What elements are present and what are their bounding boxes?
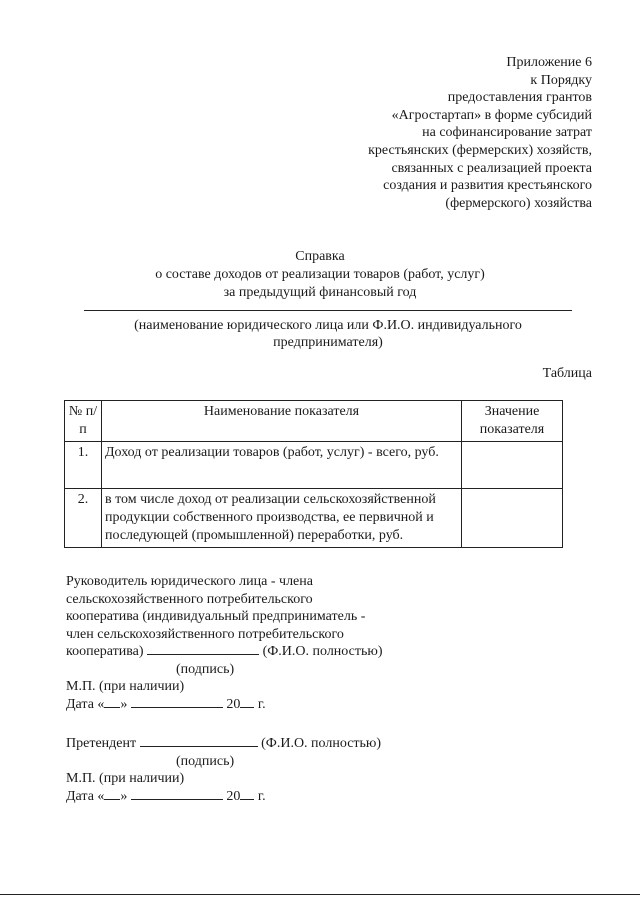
applicant-label: Претендент <box>66 736 137 751</box>
applicant-signature-line <box>66 735 382 753</box>
date-month-field[interactable] <box>131 799 223 800</box>
row-value-cell[interactable] <box>462 442 563 489</box>
appendix-header <box>368 54 592 212</box>
date-line <box>66 696 382 714</box>
caption-line: (наименование юридического лица или Ф.И.О. индивидуального <box>134 318 522 333</box>
date-suffix: г. <box>257 788 266 804</box>
signature-caption: (подпись) <box>176 661 235 677</box>
entity-name-line[interactable] <box>84 310 572 311</box>
date-mid: » <box>120 788 128 804</box>
row-value-cell[interactable] <box>462 489 563 548</box>
document-title <box>0 248 640 302</box>
entity-name-caption <box>84 317 572 351</box>
appendix-line: крестьянских (фермерских) хозяйств, <box>368 142 592 158</box>
date-prefix: Дата « <box>66 788 105 804</box>
row-number: 1. <box>65 442 102 489</box>
table-row <box>65 442 563 489</box>
date-prefix: Дата « <box>66 696 105 712</box>
date-day-field[interactable] <box>104 799 120 800</box>
applicant-signature-field[interactable] <box>140 746 258 747</box>
row-indicator: в том числе доход от реализации сельскохозяйственной продукции собственного производства, ее первичной и последующей (промышленной) переработки, руб. <box>102 489 462 548</box>
title-line: о составе доходов от реализации товаров (работ, услуг) <box>155 267 485 282</box>
appendix-line: на софинансирование затрат <box>422 125 592 141</box>
appendix-line: Приложение 6 <box>506 55 592 70</box>
header-number: № п/п <box>65 401 102 442</box>
head-label-line: член сельскохозяйственного потребительского <box>66 626 344 642</box>
date-year-field[interactable] <box>240 707 254 708</box>
table-row <box>65 489 563 548</box>
appendix-line: связанных с реализацией проекта <box>391 160 592 176</box>
signature-field[interactable] <box>147 654 259 655</box>
appendix-line: «Агростартап» в форме субсидий <box>391 107 592 123</box>
signature-section <box>66 573 382 805</box>
title-line: Справка <box>295 249 345 264</box>
appendix-line: предоставления грантов <box>447 90 592 106</box>
head-label-last: кооператива) <box>66 644 144 659</box>
signature-caption: (подпись) <box>176 753 235 769</box>
table-label: Таблица <box>542 366 592 381</box>
head-label-line: Руководитель юридического лица - члена <box>66 574 313 589</box>
date-suffix: г. <box>257 696 266 712</box>
table-header-row <box>65 401 563 442</box>
date-year-field[interactable] <box>240 799 254 800</box>
full-name-label: (Ф.И.О. полностью) <box>262 644 383 659</box>
header-indicator: Наименование показателя <box>102 401 462 442</box>
caption-line: предпринимателя) <box>273 335 383 350</box>
date-line <box>66 788 382 806</box>
date-month-field[interactable] <box>131 707 223 708</box>
indicators-table <box>64 400 563 548</box>
row-indicator: Доход от реализации товаров (работ, услуг) - всего, руб. <box>102 442 462 489</box>
stamp-label: М.П. (при наличии) <box>66 771 185 786</box>
date-day-field[interactable] <box>104 707 120 708</box>
appendix-line: (фермерского) хозяйства <box>445 195 592 211</box>
date-year: 20 <box>226 696 241 712</box>
date-mid: » <box>120 696 128 712</box>
page-bottom-border <box>0 894 640 895</box>
head-label-line: кооператива (индивидуальный предприниматель - <box>66 609 366 624</box>
row-number: 2. <box>65 489 102 548</box>
title-line: за предыдущий финансовый год <box>223 285 417 300</box>
stamp-label: М.П. (при наличии) <box>66 679 185 694</box>
full-name-label: (Ф.И.О. полностью) <box>261 736 382 751</box>
head-label-line: сельскохозяйственного потребительского <box>66 591 313 607</box>
head-signature-line <box>66 643 382 661</box>
date-year: 20 <box>226 788 241 804</box>
header-value: Значение показателя <box>462 401 563 442</box>
appendix-line: к Порядку <box>530 72 592 88</box>
appendix-line: создания и развития крестьянского <box>383 178 592 194</box>
